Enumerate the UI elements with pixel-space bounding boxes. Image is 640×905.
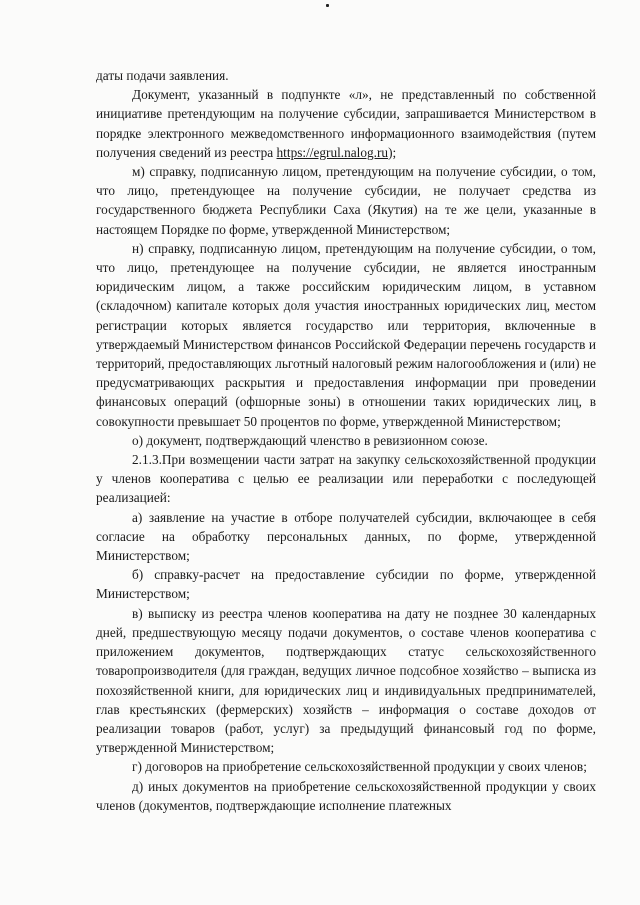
paragraph-1-text: Документ, указанный в подпункте «л», не представленный по собственной инициативе претендующим на получение субсидии, запрашивается Министерством в порядке электронного межведомственного информационного взаимодействия (путем получения сведений из реестра bbox=[96, 87, 596, 160]
paragraph-a: а) заявление на участие в отборе получателей субсидии, включающее в себя согласие на обработку персональных данных, по форме, утвержденной Министерством; bbox=[96, 509, 596, 564]
paragraph-m: м) справку, подписанную лицом, претендующим на получение субсидии, о том, что лицо, претендующее на получение субсидии, не получает средства из государственного бюджета Республики Саха (Якутия) на те же цели, указанные в настоящем Порядке по форме, утвержденной Министерством; bbox=[96, 164, 596, 237]
paragraph-1 bbox=[96, 85, 596, 162]
paragraph-1-tail: ); bbox=[388, 144, 397, 160]
paragraph-v: в) выписку из реестра членов кооператива на дату не позднее 30 календарных дней, предшествующую месяцу подачи документов, о составе членов кооператива с приложением документов, подтверждающих статус сельскохозяйственного товаропроизводителя (для граждан, ведущих личное подсобное хозяйство – выписка из похозяйственной книги, для юридических лиц и индивидуальных предпринимателей, глав крестьянских (фермерских) хозяйств – информация о составе доходов от реализации товаров (работ, услуг) за предыдущий финансовый год по форме, утвержденной Министерством; bbox=[96, 605, 596, 756]
paragraph-n: н) справку, подписанную лицом, претендующим на получение субсидии, о том, что лицо, претендующее на получение субсидии, не является иностранным юридическим лицом, а также российским юридическим лицом, в уставном (складочном) капитале которых доля участия иностранных юридических лиц, местом регистрации которых является государство или территория, включенные в утверждаемый Министерством финансов Российской Федерации перечень государств и территорий, предоставляющих льготный налоговый режим налогообложения и (или) не предусматривающих раскрытия и предоставления информации при проведении финансовых операций (офшорные зоны) в отношении таких юридических лиц, в совокупности превышает 50 процентов по форме, утвержденной Министерством; bbox=[96, 240, 596, 429]
paragraph-d: д) иных документов на приобретение сельскохозяйственной продукции у своих членов (документов, подтверждающие исполнение платежных bbox=[96, 778, 596, 813]
paragraph-o: о) документ, подтверждающий членство в ревизионном союзе. bbox=[132, 432, 488, 448]
paragraph-2-1-3: 2.1.3.При возмещении части затрат на закупку сельскохозяйственной продукции у членов кооператива с целью ее реализации или переработки с последующей реализацией: bbox=[96, 452, 596, 506]
scan-mark bbox=[326, 4, 329, 7]
paragraph-0: даты подачи заявления. bbox=[96, 68, 229, 83]
egrul-link[interactable]: https://egrul.nalog.ru bbox=[276, 144, 389, 160]
paragraph-b: б) справку-расчет на предоставление субсидии по форме, утвержденной Министерством; bbox=[96, 567, 596, 602]
document-body bbox=[96, 66, 596, 815]
paragraph-g: г) договоров на приобретение сельскохозяйственной продукции у своих членов; bbox=[132, 759, 587, 775]
